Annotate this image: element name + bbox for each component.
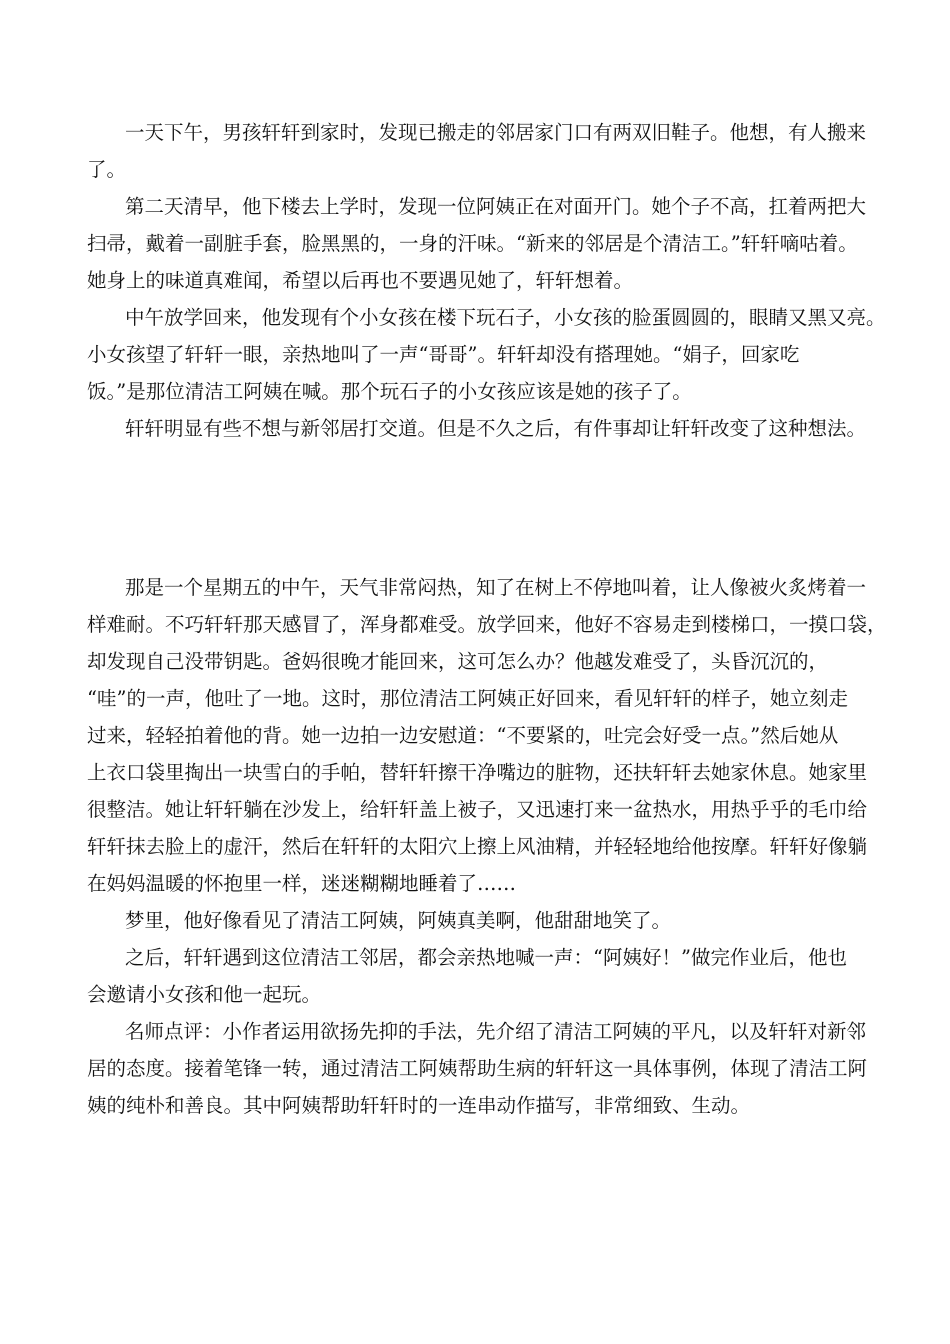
text-line: 一天下午，男孩轩轩到家时，发现已搬走的邻居家门口有两双旧鞋子。他想，有人搬来 (125, 121, 867, 144)
teacher-comment-line: 名师点评：小作者运用欲扬先抑的手法，先介绍了清洁工阿姨的平凡，以及轩轩对新邻 (125, 1020, 867, 1043)
text-line: 她身上的味道真难闻，希望以后再也不要遇见她了，轩轩想着。 (87, 269, 634, 292)
text-line: 上衣口袋里掏出一块雪白的手帕，替轩轩擦干净嘴边的脏物，还扶轩轩去她家休息。她家里 (87, 761, 868, 784)
story-section-2 (87, 569, 887, 1124)
text-line: 小女孩望了轩轩一眼，亲热地叫了一声“哥哥”。轩轩却没有搭理她。“娟子，回家吃 (87, 343, 800, 366)
teacher-comment-line: 居的态度。接着笔锋一转，通过清洁工阿姨帮助生病的轩轩这一具体事例，体现了清洁工阿 (87, 1057, 868, 1080)
text-line: 轩轩明显有些不想与新邻居打交道。但是不久之后，有件事却让轩轩改变了这种想法。 (125, 417, 867, 440)
text-line: 轩轩抹去脸上的虚汗，然后在轩轩的太阳穴上擦上风油精，并轻轻地给他按摩。轩轩好像躺 (87, 835, 868, 858)
text-line: 饭。”是那位清洁工阿姨在喊。那个玩石子的小女孩应该是她的孩子了。 (87, 380, 692, 403)
text-line: 会邀请小女孩和他一起玩。 (87, 983, 322, 1006)
text-line: 梦里，他好像看见了清洁工阿姨，阿姨真美啊，他甜甜地笑了。 (125, 909, 672, 932)
text-line: 第二天清早，他下楼去上学时，发现一位阿姨正在对面开门。她个子不高，扛着两把大 (125, 195, 867, 218)
text-line: 在妈妈温暖的怀抱里一样，迷迷糊糊地睡着了…… (87, 872, 517, 895)
teacher-comment-line: 姨的纯朴和善良。其中阿姨帮助轩轩时的一连串动作描写，非常细致、生动。 (87, 1094, 751, 1117)
story-section-1 (87, 114, 886, 447)
text-line: 中午放学回来，他发现有个小女孩在楼下玩石子，小女孩的脸蛋圆圆的，眼睛又黑又亮。 (125, 306, 886, 329)
text-line: 很整洁。她让轩轩躺在沙发上，给轩轩盖上被子，又迅速打来一盆热水，用热乎乎的毛巾给 (87, 798, 868, 821)
text-line: 之后，轩轩遇到这位清洁工邻居，都会亲热地喊一声：“阿姨好！”做完作业后，他也 (125, 946, 847, 969)
text-line: 扫帚，戴着一副脏手套，脸黑黑的，一身的汗味。“新来的邻居是个清洁工。”轩轩嘀咕着。 (87, 232, 858, 255)
text-line: 过来，轻轻拍着他的背。她一边拍一边安慰道：“不要紧的，吐完会好受一点。”然后她从 (87, 724, 839, 747)
text-line: “哇”的一声，他吐了一地。这时，那位清洁工阿姨正好回来，看见轩轩的样子，她立刻走 (87, 687, 848, 710)
text-line: 那是一个星期五的中午，天气非常闷热，知了在树上不停地叫着，让人像被火炙烤着一 (125, 576, 867, 599)
text-line: 样难耐。不巧轩轩那天感冒了，浑身都难受。放学回来，他好不容易走到楼梯口，一摸口袋， (87, 613, 887, 636)
text-line: 了。 (87, 158, 127, 181)
text-line: 却发现自己没带钥匙。爸妈很晚才能回来，这可怎么办？他越发难受了，头昏沉沉的， (87, 650, 829, 673)
